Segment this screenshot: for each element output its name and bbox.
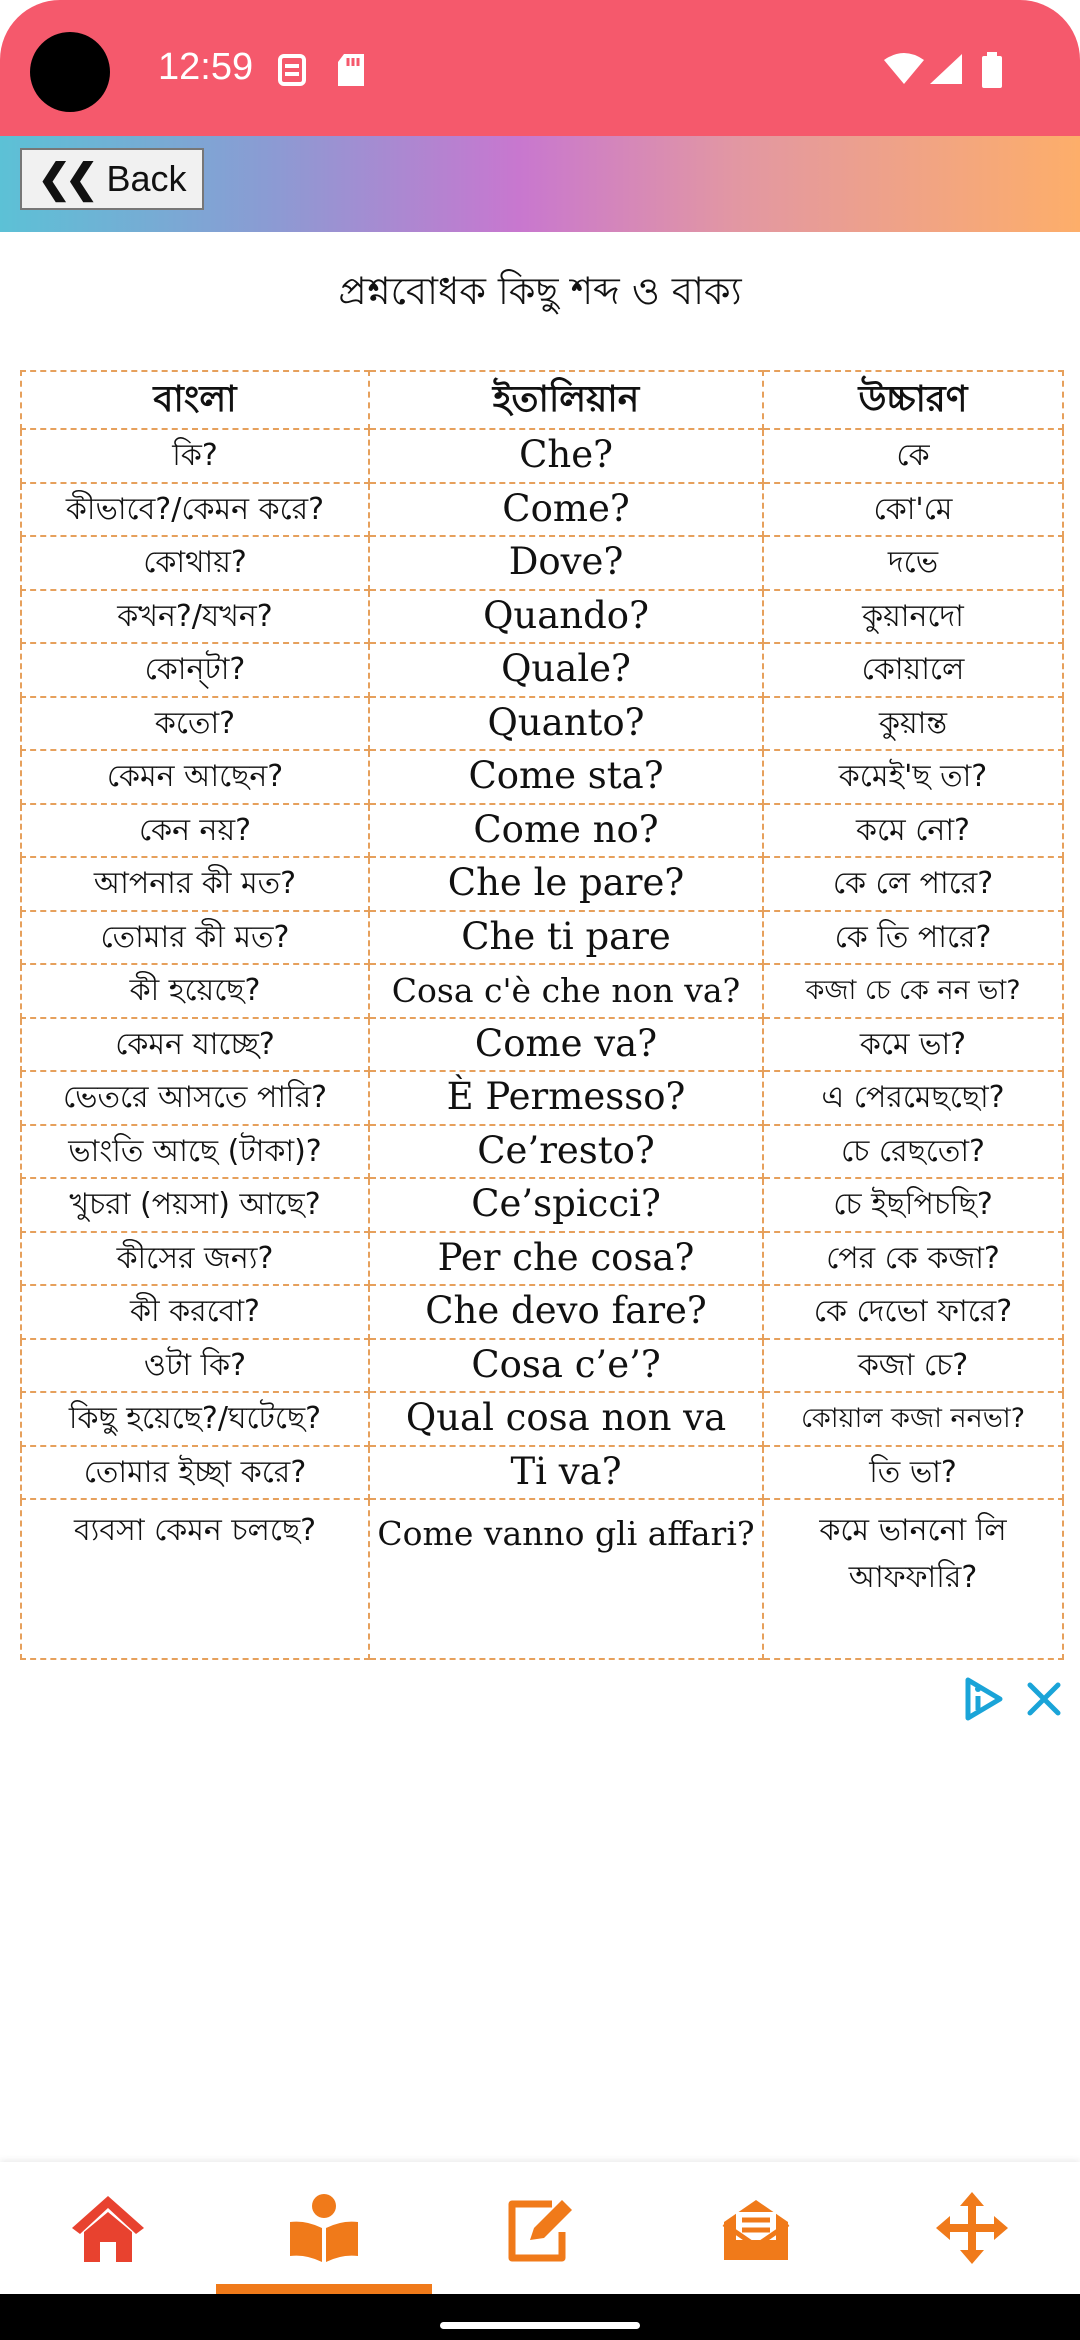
adchoices-icon[interactable] — [960, 1676, 1006, 1722]
italian-cell: Come vanno gli affari? — [369, 1499, 763, 1659]
italian-cell: Come? — [369, 483, 763, 537]
italian-cell: È Permesso? — [369, 1071, 763, 1125]
vocabulary-table — [20, 370, 1064, 1660]
pronunciation-cell: কো'মে — [763, 483, 1063, 537]
nav-more[interactable] — [864, 2162, 1080, 2294]
bangla-cell: কিছু হয়েছে?/ঘটেছে? — [21, 1392, 369, 1446]
italian-cell: Come no? — [369, 804, 763, 858]
bangla-cell: আপনার কী মত? — [21, 857, 369, 911]
table-row — [21, 590, 1063, 644]
bangla-cell: কেন নয়? — [21, 804, 369, 858]
sync-icon — [274, 52, 310, 88]
table-row — [21, 857, 1063, 911]
table-row — [21, 750, 1063, 804]
bangla-cell: কেমন আছেন? — [21, 750, 369, 804]
table-row — [21, 1285, 1063, 1339]
italian-cell: Ti va? — [369, 1446, 763, 1500]
table-row — [21, 1339, 1063, 1393]
pronunciation-cell: দভে — [763, 536, 1063, 590]
italian-cell: Per che cosa? — [369, 1232, 763, 1286]
bangla-cell: কী করবো? — [21, 1285, 369, 1339]
pronunciation-cell: কোয়াল কজা ননভা? — [763, 1392, 1063, 1446]
italian-cell: Come sta? — [369, 750, 763, 804]
sd-card-icon — [336, 52, 366, 88]
pronunciation-cell: চে রেছতো? — [763, 1125, 1063, 1179]
pronunciation-cell: পের কে কজা? — [763, 1232, 1063, 1286]
page-title: প্রশ্নবোধক কিছু শব্দ ও বাক্য — [338, 269, 742, 313]
active-tab-indicator — [216, 2284, 432, 2294]
italian-cell: Cosa c’e’? — [369, 1339, 763, 1393]
bangla-cell: কি? — [21, 429, 369, 483]
pronunciation-cell: কুয়ানদো — [763, 590, 1063, 644]
table-row — [21, 1178, 1063, 1232]
close-icon[interactable] — [1024, 1679, 1064, 1719]
bangla-cell: ভাংতি আছে (টাকা)? — [21, 1125, 369, 1179]
book-reader-icon — [286, 2192, 362, 2264]
ad-controls — [960, 1676, 1064, 1722]
bangla-cell: ব্যবসা কেমন চলছে? — [21, 1499, 369, 1659]
pronunciation-cell: কোয়ালে — [763, 643, 1063, 697]
pronunciation-cell: কমে ভাননো লি আফফারি? — [763, 1499, 1063, 1659]
status-bar — [0, 0, 1080, 136]
table-row — [21, 1125, 1063, 1179]
bangla-cell: খুচরা (পয়সা) আছে? — [21, 1178, 369, 1232]
table-row — [21, 643, 1063, 697]
bangla-cell: ভেতরে আসতে পারি? — [21, 1071, 369, 1125]
table-row — [21, 911, 1063, 965]
italian-cell: Cosa c'è che non va? — [369, 964, 763, 1018]
nav-messages[interactable] — [648, 2162, 864, 2294]
pronunciation-cell: চে ইছপিচছি? — [763, 1178, 1063, 1232]
bangla-cell: কীসের জন্য? — [21, 1232, 369, 1286]
header-bangla: বাংলা — [21, 371, 369, 429]
bangla-cell: কীভাবে?/কেমন করে? — [21, 483, 369, 537]
bangla-cell: কতো? — [21, 697, 369, 751]
italian-cell: Ce’resto? — [369, 1125, 763, 1179]
table-row — [21, 1499, 1063, 1659]
move-arrows-icon — [934, 2190, 1010, 2266]
bangla-cell: কী হয়েছে? — [21, 964, 369, 1018]
table-row — [21, 1018, 1063, 1072]
italian-cell: Come va? — [369, 1018, 763, 1072]
pronunciation-cell: কে লে পারে? — [763, 857, 1063, 911]
italian-cell: Quando? — [369, 590, 763, 644]
table-header-row — [21, 371, 1063, 429]
italian-cell: Che? — [369, 429, 763, 483]
italian-cell: Che le pare? — [369, 857, 763, 911]
pronunciation-cell: কে — [763, 429, 1063, 483]
pronunciation-cell: কে তি পারে? — [763, 911, 1063, 965]
italian-cell: Dove? — [369, 536, 763, 590]
app-header — [0, 136, 1080, 232]
italian-cell: Che ti pare — [369, 911, 763, 965]
italian-cell: Ce’spicci? — [369, 1178, 763, 1232]
double-chevron-left-icon: ❮❮ — [37, 157, 93, 201]
header-italian: ইতালিয়ান — [369, 371, 763, 429]
bottom-navigation — [0, 2162, 1080, 2294]
nav-lessons[interactable] — [216, 2162, 432, 2294]
italian-cell: Quale? — [369, 643, 763, 697]
pronunciation-cell: কজা চে কে নন ভা? — [763, 964, 1063, 1018]
italian-cell: Qual cosa non va — [369, 1392, 763, 1446]
bangla-cell: তোমার ইচ্ছা করে? — [21, 1446, 369, 1500]
pronunciation-cell: এ পেরমেছছো? — [763, 1071, 1063, 1125]
nav-practice[interactable] — [432, 2162, 648, 2294]
table-row — [21, 1071, 1063, 1125]
table-row — [21, 1446, 1063, 1500]
status-time: 12:59 — [158, 46, 254, 88]
pronunciation-cell: কজা চে? — [763, 1339, 1063, 1393]
bangla-cell: কখন?/যখন? — [21, 590, 369, 644]
table-row — [21, 1232, 1063, 1286]
system-nav-bar — [0, 2294, 1080, 2340]
pronunciation-cell: তি ভা? — [763, 1446, 1063, 1500]
back-button[interactable] — [20, 148, 204, 210]
bangla-cell: কেমন যাচ্ছে? — [21, 1018, 369, 1072]
table-row — [21, 429, 1063, 483]
table-row — [21, 1392, 1063, 1446]
camera-cutout — [30, 32, 110, 112]
home-gesture-pill[interactable] — [440, 2322, 640, 2329]
table-row — [21, 536, 1063, 590]
wifi-icon — [882, 52, 926, 86]
italian-cell: Che devo fare? — [369, 1285, 763, 1339]
bangla-cell: কোথায়? — [21, 536, 369, 590]
edit-icon — [500, 2192, 580, 2264]
pronunciation-cell: কমে নো? — [763, 804, 1063, 858]
bangla-cell: কোন্‌টা? — [21, 643, 369, 697]
table-row — [21, 697, 1063, 751]
table-row — [21, 964, 1063, 1018]
italian-cell: Quanto? — [369, 697, 763, 751]
pronunciation-cell: কুয়ান্ত — [763, 697, 1063, 751]
nav-home[interactable] — [0, 2162, 216, 2294]
cellular-signal-icon — [928, 52, 964, 86]
home-icon — [68, 2192, 148, 2264]
table-row — [21, 483, 1063, 537]
bangla-cell: তোমার কী মত? — [21, 911, 369, 965]
header-pronunciation: উচ্চারণ — [763, 371, 1063, 429]
bangla-cell: ওটা কি? — [21, 1339, 369, 1393]
envelope-open-icon — [718, 2192, 794, 2264]
pronunciation-cell: কে দেভো ফারে? — [763, 1285, 1063, 1339]
pronunciation-cell: কমে ভা? — [763, 1018, 1063, 1072]
battery-icon — [980, 52, 1004, 88]
back-button-label: Back — [106, 158, 187, 199]
table-row — [21, 804, 1063, 858]
pronunciation-cell: কমেই'ছ তা? — [763, 750, 1063, 804]
